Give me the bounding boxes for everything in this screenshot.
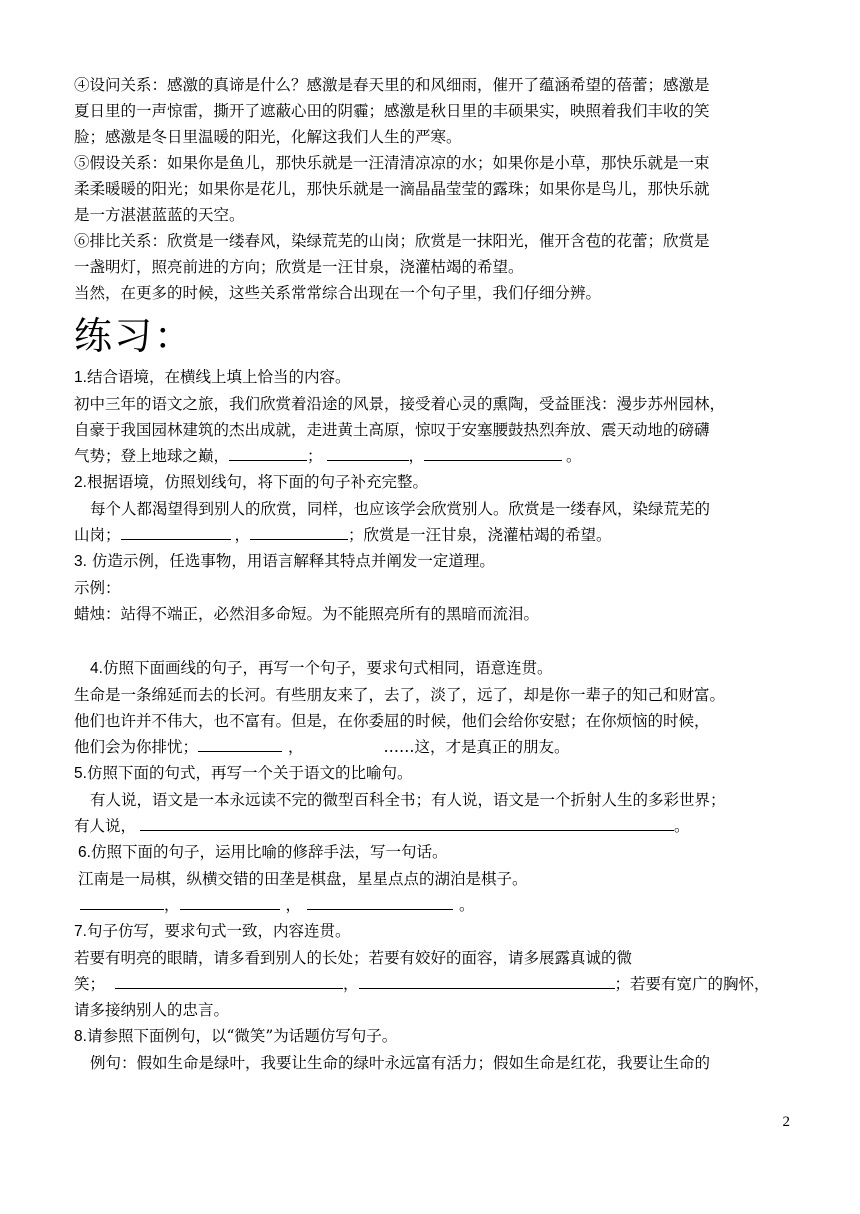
q5-line-2 [74, 813, 792, 839]
summary-line: 当然，在更多的时候，这些关系常常综合出现在一个句子里，我们仔细分辨。 [74, 284, 602, 302]
q6-example: 江南是一局棋，纵横交错的田垄是棋盘，星星点点的湖泊是棋子。 [78, 870, 528, 888]
q2-blank-1[interactable] [121, 524, 231, 540]
q7-line-1: 若要有明亮的眼睛，请多看到别人的长处；若要有姣好的面容，请多展露真诚的微 [74, 949, 633, 967]
relation-6-line-2: 一盏明灯，照亮前进的方向；欣赏是一汪甘泉，浇灌枯竭的希望。 [74, 258, 524, 276]
q7-blank-1[interactable] [115, 973, 343, 989]
q5-line-2-text: 有人说， [74, 817, 137, 835]
q6-punct-1: ， [164, 896, 180, 914]
q1-punct-2: ， [408, 447, 425, 465]
q6-prompt [74, 839, 792, 866]
q3-example-label: 示例： [74, 579, 121, 597]
q6-punct-3: 。 [459, 896, 475, 914]
q7-line-2-text: 笑； [74, 975, 106, 993]
q1-line-1: 初中三年的语文之旅，我们欣赏着沿途的风景，接受着心灵的熏陶，受益匪浅：漫步苏州园林， [74, 395, 726, 413]
q4-punct-1: ， [288, 738, 304, 756]
q2-punct-1: ， [234, 526, 251, 544]
q4-line-2: 他们也许并不伟大，也不富有。但是，在你委屈的时候，他们会给你安慰；在你烦恼的时候， [74, 712, 710, 730]
q3-prompt [74, 548, 792, 575]
relation-4-line-2: 夏日里的一声惊雷，撕开了遮蔽心田的阴霾；感激是秋日里的丰硕果实，映照着我们丰收的笑 [74, 102, 710, 120]
q5-prompt [74, 760, 792, 787]
q7-line-2-end: ；若要有宽广的胸怀， [614, 975, 770, 993]
q5-blank-1[interactable] [140, 815, 674, 831]
relation-4-line-1: ④设问关系：感激的真谛是什么？感激是春天里的和风细雨，催开了蕴涵希望的蓓蕾；感激是 [74, 76, 710, 94]
q1-prompt-text: 结合语境，在横线上填上恰当的内容。 [86, 368, 351, 386]
q1-line-3 [74, 443, 792, 469]
q6-punct-2: ， [285, 896, 302, 914]
q6-blank-1[interactable] [80, 894, 164, 910]
q4-line-3-end: ……这，才是真正的朋友。 [383, 738, 570, 756]
q4-prompt-text: 仿照下面画线的句子，再写一个句子，要求句式相同，语意连贯。 [102, 659, 553, 677]
q4-line-3-text: 他们会为你排忧； [74, 738, 199, 756]
q2-line-2-end: ；欣赏是一汪甘泉，浇灌枯竭的希望。 [348, 526, 612, 544]
relation-5-line-1: ⑤假设关系：如果你是鱼儿，那快乐就是一汪清清凉凉的水；如果你是小草，那快乐就是一束 [74, 154, 710, 172]
q1-line-3-text: 气势；登上地球之巅， [74, 447, 230, 465]
q7-line-3: 请多接纳别人的忠言。 [74, 1001, 230, 1019]
q3-prompt-text: 仿造示例，任选事物，用语言解释其特点并阐发一定道理。 [86, 552, 495, 570]
q2-prompt [74, 469, 792, 496]
q1-line-2: 自豪于我国园林建筑的杰出成就，走进黄土高原，惊叹于安塞腰鼓热烈奔放、震天动地的磅礴 [74, 421, 710, 439]
q3-example: 蜡烛：站得不端正，必然泪多命短。为不能照亮所有的黑暗而流泪。 [74, 605, 540, 623]
q6-prompt-text: 仿照下面的句子，运用比喻的修辞手法，写一句话。 [90, 843, 448, 861]
relation-5-line-3: 是一方湛湛蓝蓝的天空。 [74, 206, 245, 224]
relation-5-line-2: 柔柔暖暖的阳光；如果你是花儿，那快乐就是一滴晶晶莹莹的露珠；如果你是鸟儿，那快乐就 [74, 180, 710, 198]
q8-example: 例句：假如生命是绿叶，我要让生命的绿叶永远富有活力；假如生命是红花，我要让生命的 [90, 1054, 711, 1072]
q1-number: 1. [74, 369, 87, 386]
q2-prompt-text: 根据语境，仿照划线句，将下面的句子补充完整。 [86, 473, 428, 491]
q7-blank-2[interactable] [359, 973, 615, 989]
q1-blank-1[interactable] [229, 445, 307, 461]
q6-blank-2[interactable] [180, 894, 280, 910]
q5-line-1: 有人说，语文是一本永远读不完的微型百科全书；有人说，语文是一个折射人生的多彩世界； [90, 791, 726, 809]
q4-line-3 [74, 734, 792, 760]
q7-line-2 [74, 971, 792, 997]
document-page [74, 72, 792, 1076]
q8-prompt-text: 请参照下面例句，以“微笑”为话题仿写句子。 [86, 1027, 398, 1045]
q8-prompt [74, 1023, 792, 1050]
q6-answer-line [74, 892, 792, 918]
q7-prompt-text: 句子仿写，要求句式一致，内容连贯。 [86, 922, 351, 940]
q3-number: 3. [74, 553, 87, 570]
q5-punct-1: 。 [674, 817, 690, 835]
q4-line-1: 生命是一条绵延而去的长河。有些朋友来了，去了，淡了，远了，却是你一辈子的知己和财富。 [74, 686, 726, 704]
q5-number: 5. [74, 765, 87, 782]
q4-prompt [74, 655, 792, 682]
q4-number: 4. [90, 660, 103, 677]
relation-4-line-3: 脸；感激是冬日里温暖的阳光，化解这我们人生的严寒。 [74, 128, 462, 146]
q4-blank-1[interactable] [198, 736, 282, 752]
q1-punct-3: 。 [566, 447, 582, 465]
q5-prompt-text: 仿照下面的句式，再写一个关于语文的比喻句。 [86, 764, 413, 782]
q2-line-1: 每个人都渴望得到别人的欣赏，同样，也应该学会欣赏别人。欣赏是一缕春风，染绿荒芜的 [90, 500, 711, 518]
q2-number: 2. [74, 474, 87, 491]
q1-prompt [74, 364, 792, 391]
q2-blank-2[interactable] [250, 524, 348, 540]
q1-blank-3[interactable] [424, 445, 562, 461]
q7-prompt [74, 918, 792, 945]
q8-number: 8. [74, 1028, 87, 1045]
page-number: 2 [782, 1114, 790, 1130]
q7-punct-1: ， [343, 975, 359, 993]
q2-line-2-text: 山岗； [74, 526, 121, 544]
q2-line-2 [74, 522, 792, 548]
q6-number: 6. [78, 844, 91, 861]
q1-blank-2[interactable] [327, 445, 409, 461]
q7-number: 7. [74, 923, 87, 940]
q1-punct-1: ； [307, 447, 323, 465]
relation-6-line-1: ⑥排比关系：欣赏是一缕春风，染绿荒芜的山岗；欣赏是一抹阳光，催开含苞的花蕾；欣赏是 [74, 232, 710, 250]
exercise-heading: 练习： [74, 314, 195, 358]
q6-blank-3[interactable] [307, 894, 453, 910]
